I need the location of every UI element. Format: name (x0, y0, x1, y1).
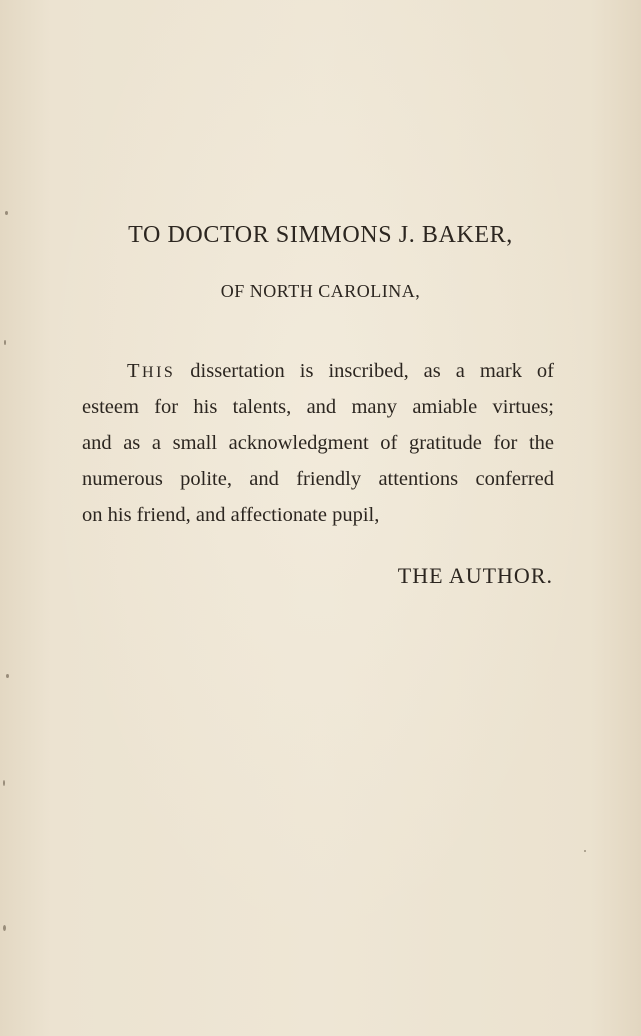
dedication-title: TO DOCTOR SIMMONS J. BAKER, (128, 222, 513, 248)
dedication-line-5: on his friend, and affectionate pupil, (82, 504, 380, 526)
paper-speck (6, 674, 9, 678)
paper-speck (3, 780, 5, 786)
paper-speck (4, 340, 6, 345)
opening-word: THIS (127, 360, 176, 382)
paper-speck (584, 850, 586, 852)
dedication-line-1: THIS dissertation is inscribed, as a mark of (127, 360, 554, 382)
dedication-line-4: numerous polite, and friendly attentions conferred (82, 468, 554, 490)
paper-speck (3, 925, 6, 931)
dedication-line-2: esteem for his talents, and many amiable virtues; (82, 396, 554, 418)
dedication-subtitle: OF NORTH CAROLINA, (220, 281, 421, 301)
signature: THE AUTHOR. (397, 563, 553, 588)
dedication-body (82, 353, 554, 533)
paper-speck (5, 211, 8, 215)
dedication-line-3: and as a small acknowledgment of gratitude for the (82, 432, 554, 454)
